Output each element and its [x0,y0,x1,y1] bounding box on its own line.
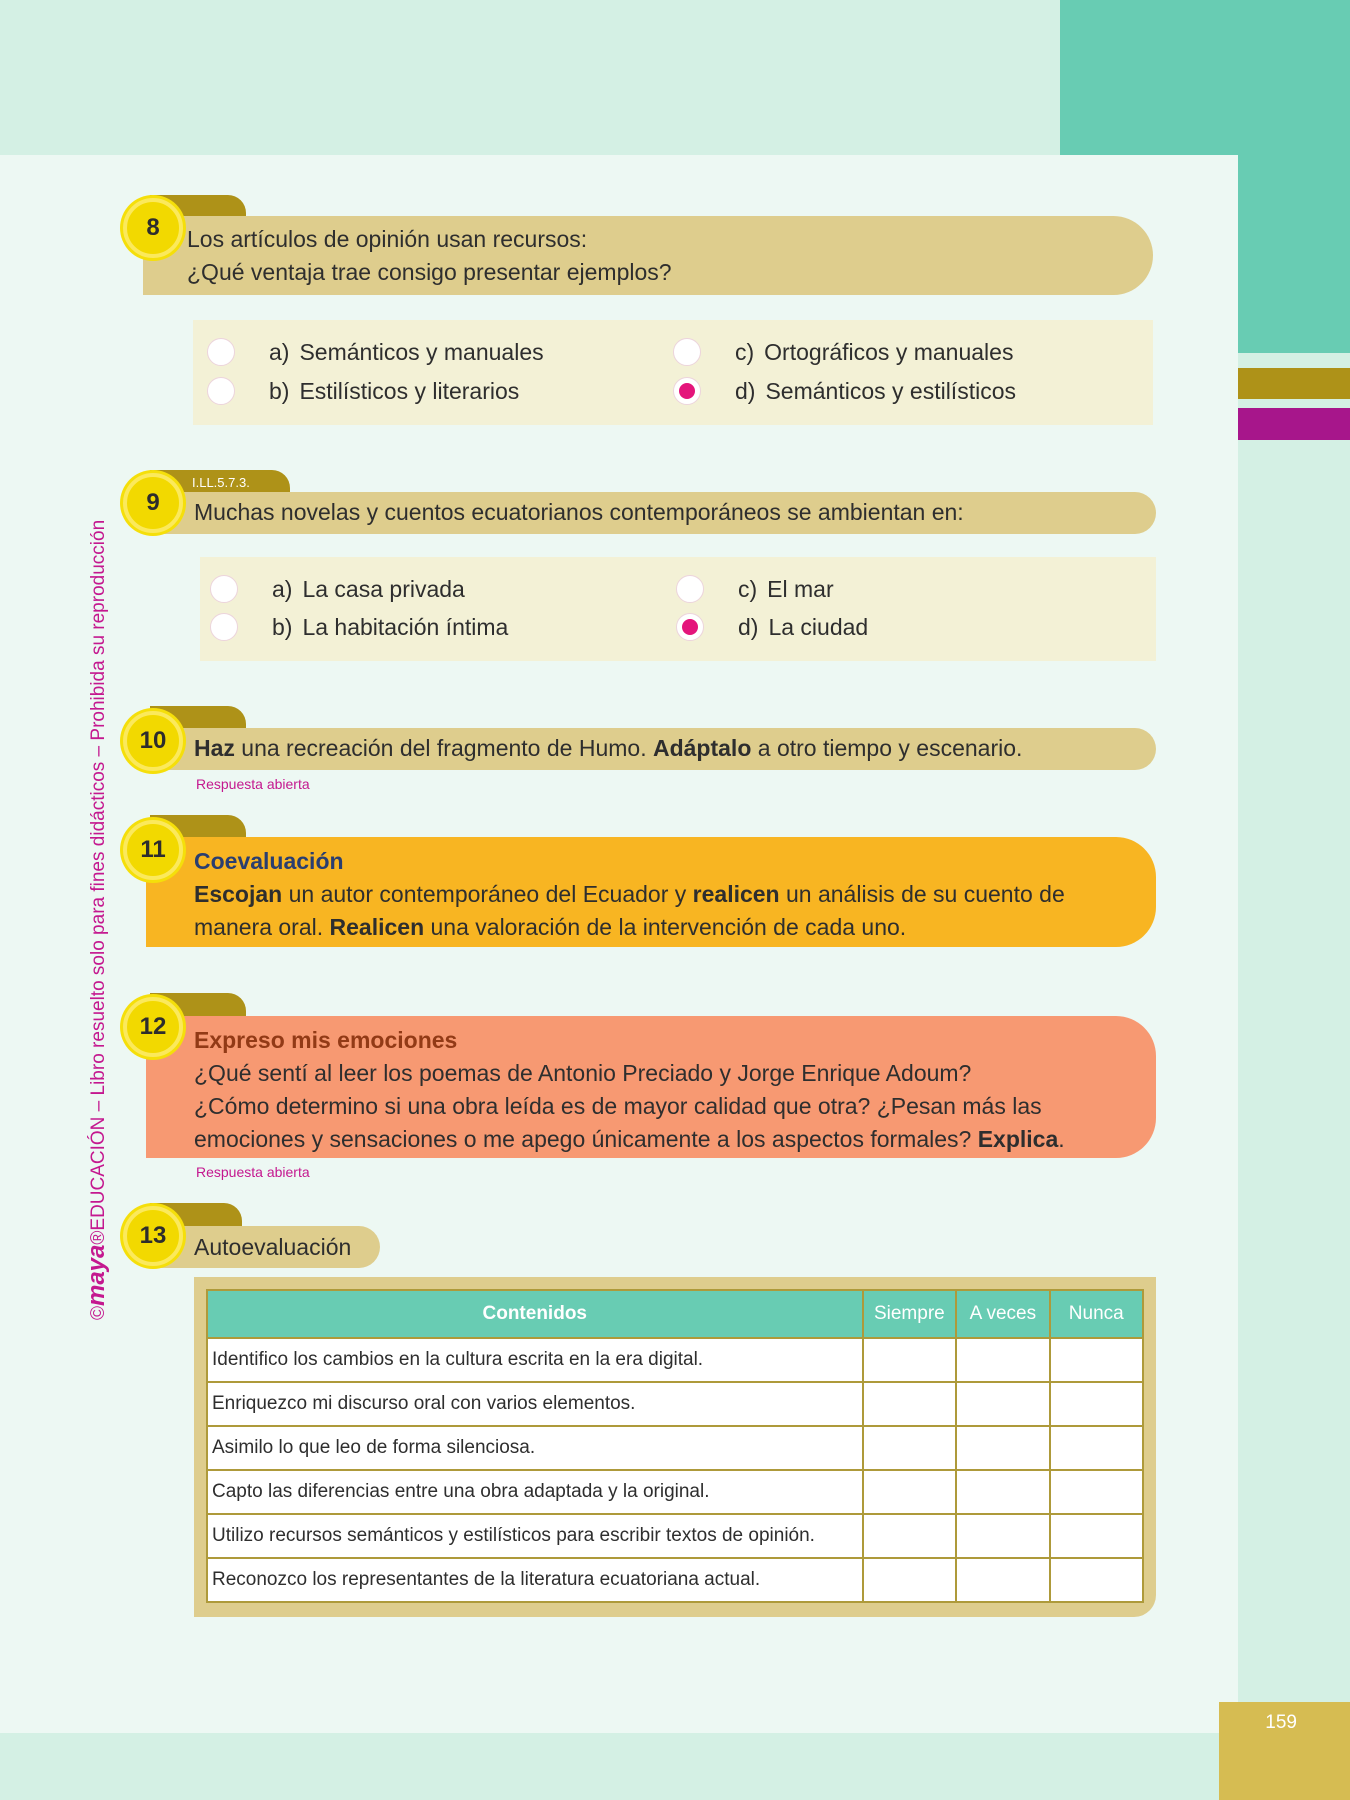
cell-siempre[interactable] [863,1382,957,1426]
option-letter: a) [272,575,293,602]
radio-button[interactable] [673,338,701,366]
q10-number-badge: 10 [123,711,183,771]
option-letter: a) [269,338,290,365]
olive-tab [1238,368,1350,399]
option-letter: b) [272,613,293,640]
q9-option-b[interactable] [210,613,508,641]
column-header-siempre: Siempre [863,1290,957,1338]
cell-a-veces[interactable] [956,1558,1049,1602]
q8-option-b[interactable] [207,377,519,405]
option-letter: c) [738,575,758,602]
cell-a-veces[interactable] [956,1470,1049,1514]
table-header-row [207,1290,1143,1338]
cell-a-veces[interactable] [956,1338,1049,1382]
copyright-symbol: © [88,1306,109,1320]
table-row [207,1514,1143,1558]
row-content: Reconozco los representantes de la literatura ecuatoriana actual. [207,1558,863,1602]
q13-title: Autoevaluación [146,1226,380,1268]
q11-text-1: un autor contemporáneo del Ecuador y [282,881,693,907]
q12-answer-note: Respuesta abierta [196,1164,310,1180]
q8-option-c[interactable] [673,338,1013,366]
table-row [207,1426,1143,1470]
q8-options [193,320,1153,425]
magenta-tab [1238,408,1350,440]
cell-nunca[interactable] [1050,1558,1143,1602]
radio-button[interactable] [210,575,238,603]
radio-button-selected[interactable] [673,377,701,405]
q10-verb-2: Adáptalo [652,735,752,761]
option-letter: d) [735,377,756,404]
q8-option-a[interactable] [207,338,544,366]
option-letter: d) [738,613,759,640]
q11-verb-2: realicen [692,881,780,907]
q12-number-badge: 12 [123,997,183,1057]
q11-text-3: una valoración de la intervención de cada uno. [424,914,907,940]
option-text: La ciudad [768,613,869,640]
side-decoration [1238,155,1350,353]
option-text: Semánticos y manuales [299,338,544,365]
q9-option-a[interactable] [210,575,465,603]
q10-text-1: una recreación del fragmento de Humo. [234,735,653,761]
q13-number-badge: 13 [123,1206,183,1266]
cell-a-veces[interactable] [956,1382,1049,1426]
q8-line-2: ¿Qué ventaja trae consigo presentar ejemplos? [187,259,672,285]
row-content: Identifico los cambios en la cultura escrita en la era digital. [207,1338,863,1382]
q8-option-d[interactable] [673,377,1016,405]
cell-nunca[interactable] [1050,1470,1143,1514]
q12-end: . [1058,1126,1065,1152]
q10-answer-note: Respuesta abierta [196,776,310,792]
cell-nunca[interactable] [1050,1426,1143,1470]
row-content: Capto las diferencias entre una obra adaptada y la original. [207,1470,863,1514]
indicator-code: I.LL.5.7.3. [192,475,250,490]
table-row [207,1558,1143,1602]
self-assessment-table-frame [194,1277,1156,1617]
column-header-contenidos: Contenidos [207,1290,863,1338]
option-letter: c) [735,338,755,365]
cell-siempre[interactable] [863,1426,957,1470]
table-row [207,1470,1143,1514]
row-content: Enriquezco mi discurso oral con varios elementos. [207,1382,863,1426]
q11-heading: Coevaluación [194,848,344,874]
q12-text: ¿Cómo determino si una obra leída es de mayor calidad que otra? ¿Pesan más las emociones y sensaciones o me apego únicamente a los aspectos formales? [194,1093,1042,1152]
cell-siempre[interactable] [863,1514,957,1558]
cell-nunca[interactable] [1050,1514,1143,1558]
copyright-note [82,480,112,1320]
q12-line-1: ¿Qué sentí al leer los poemas de Antonio Preciado y Jorge Enrique Adoum? [194,1060,972,1086]
option-text: El mar [767,575,834,602]
cell-a-veces[interactable] [956,1426,1049,1470]
registered-symbol: ® [88,1230,109,1245]
q8-number-badge: 8 [123,198,183,258]
row-content: Asimilo lo que leo de forma silenciosa. [207,1426,863,1470]
cell-a-veces[interactable] [956,1514,1049,1558]
q8-line-1: Los artículos de opinión usan recursos: [187,226,588,252]
corner-decoration [1060,0,1350,155]
q8-question [143,216,1153,295]
q9-option-d[interactable] [676,613,868,641]
table-row [207,1338,1143,1382]
radio-button[interactable] [207,338,235,366]
q11-verb-3: Realicen [329,914,425,940]
page-number: 159 [1265,1712,1297,1733]
radio-button-selected[interactable] [676,613,704,641]
q10-verb-1: Haz [194,735,235,761]
q11-body [194,878,1146,944]
option-letter: b) [269,377,290,404]
q12-heading: Expreso mis emociones [194,1027,458,1053]
self-assessment-table [206,1289,1144,1603]
brand-name: maya [83,1244,110,1306]
q11-box [146,837,1156,947]
option-text: Ortográficos y manuales [764,338,1014,365]
q10-question [146,728,1156,770]
cell-nunca[interactable] [1050,1382,1143,1426]
option-text: La habitación íntima [302,613,509,640]
row-content: Utilizo recursos semánticos y estilísticos para escribir textos de opinión. [207,1514,863,1558]
q9-number-badge: 9 [123,473,183,533]
option-text: Semánticos y estilísticos [765,377,1016,404]
q12-line-2 [194,1090,1146,1156]
copyright-text: EDUCACIÓN – Libro resuelto solo para fines didácticos – Prohibida su reproducción [88,519,109,1231]
column-header-nunca: Nunca [1050,1290,1143,1338]
table-row [207,1382,1143,1426]
q11-text-2: un análisis de su cuento de manera oral. [194,881,1065,940]
q9-question: Muchas novelas y cuentos ecuatorianos contemporáneos se ambientan en: [146,492,1156,534]
q10-text-2: a otro tiempo y escenario. [751,735,1023,761]
radio-button[interactable] [210,613,238,641]
cell-nunca[interactable] [1050,1338,1143,1382]
radio-button[interactable] [676,575,704,603]
option-text: La casa privada [302,575,465,602]
q11-verb-1: Escojan [194,881,283,907]
q11-number-badge: 11 [123,820,183,880]
q9-option-c[interactable] [676,575,834,603]
q12-box [146,1016,1156,1158]
option-text: Estilísticos y literarios [299,377,520,404]
cell-siempre[interactable] [863,1470,957,1514]
cell-siempre[interactable] [863,1338,957,1382]
q9-options [200,557,1156,661]
q12-verb: Explica [977,1126,1059,1152]
column-header-a-veces: A veces [956,1290,1049,1338]
cell-siempre[interactable] [863,1558,957,1602]
radio-button[interactable] [207,377,235,405]
